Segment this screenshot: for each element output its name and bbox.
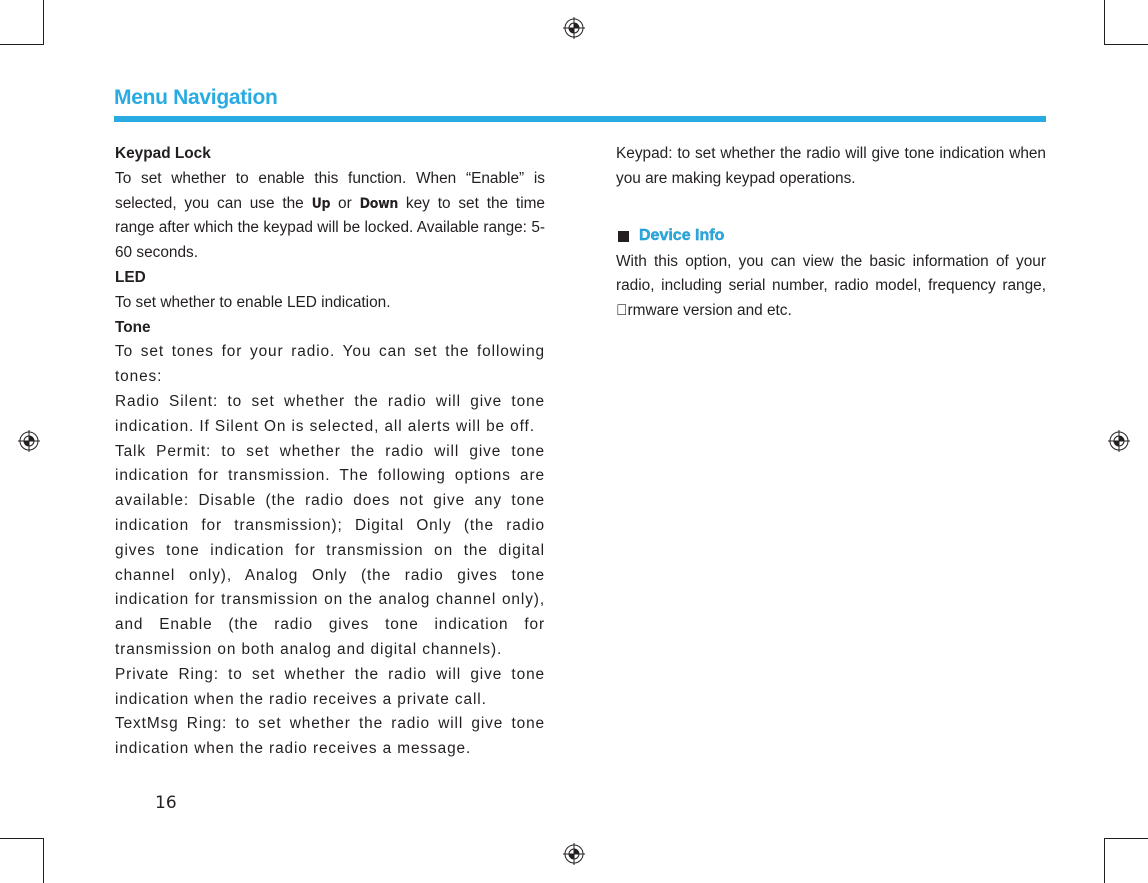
radio-silent-text: Radio Silent: to set whether the radio will give tone indication. If Silent On is selected, all alerts will be off. [115,392,545,435]
crop-mark-bottom-right-horizontal [1104,838,1148,839]
led-heading: LED [115,268,146,286]
registration-mark-icon [1108,430,1130,452]
device-info-title: Device Info [639,227,725,245]
up-key-label: Up [311,195,331,212]
square-bullet-icon [618,231,629,242]
keypad-tone-text: Keypad: to set whether the radio will give tone indication when you are making keypad operations. [616,145,1046,187]
crop-mark-top-right-horizontal [1104,44,1148,45]
tone-heading: Tone [115,318,151,336]
private-ring-text: Private Ring: to set whether the radio will give tone indication when the radio receives a private call. [115,665,545,708]
crop-mark-bottom-right-vertical [1104,838,1105,883]
keypad-lock-heading: Keypad Lock [115,145,211,162]
page-number: 16 [155,793,177,813]
keypad-lock-text-part: To set whether to enable this function. When “Enable” is selected, you can use the [115,169,545,212]
led-text: To set whether to enable LED indication. [115,293,391,311]
registration-mark-icon [18,430,40,452]
down-key-label: Down [359,195,399,212]
device-info-section-header [616,224,1046,250]
crop-mark-bottom-left-vertical [43,838,44,883]
registration-mark-icon [563,17,585,39]
registration-mark-icon [563,843,585,865]
tone-intro: To set tones for your radio. You can set the following tones: [115,343,545,386]
crop-mark-top-left-vertical [43,0,44,45]
page-header-title: Menu Navigation [114,86,278,109]
device-info-text: With this option, you can view the basic information of your radio, including serial number, radio model, frequency range, rmware version and etc. [616,252,1046,320]
crop-mark-bottom-left-horizontal [0,838,44,839]
header-rule [114,116,1046,122]
textmsg-ring-text: TextMsg Ring: to set whether the radio will give tone indication when the radio receives a message. [115,715,545,758]
spacer [616,192,1046,218]
crop-mark-top-left-horizontal [0,44,44,45]
right-column [616,142,1046,324]
talk-permit-text: Talk Permit: to set whether the radio will give tone indication for transmission. The following options are available: Disable (the radio does not give any tone indication for transmission); Digital Only (the radio gives tone indication for transmission on the digital channel only), Analog Only (the radio gives tone indication for transmission on the analog channel only), and Enable (the radio gives tone indication for transmission on both analog and digital channels). [115,442,545,658]
keypad-lock-text [115,167,545,266]
crop-mark-top-right-vertical [1104,0,1105,45]
keypad-lock-text-part: key to set the time range after which the keypad will be locked. Available range: 5-60 seconds. [115,194,545,262]
keypad-lock-text-part: or [330,194,360,212]
left-column [115,142,545,762]
